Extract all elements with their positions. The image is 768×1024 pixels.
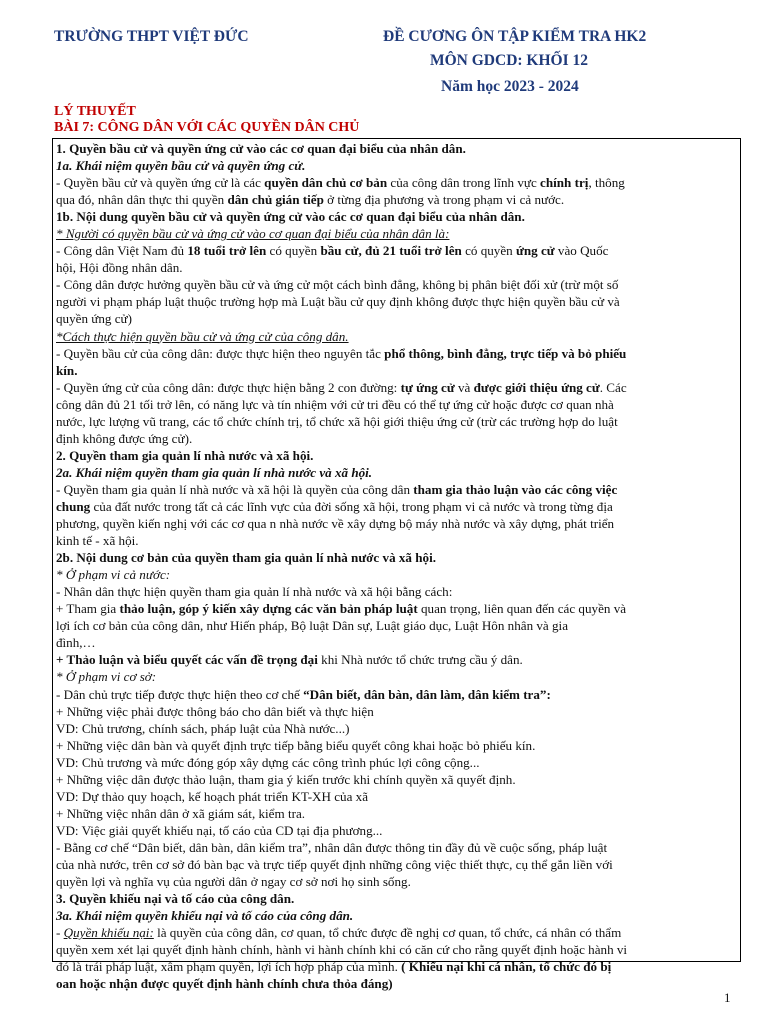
text-run: định không được ứng cử). <box>56 430 193 446</box>
text-run: khi Nhà nước tổ chức trưng cầu ý dân. <box>317 652 523 668</box>
content-lines <box>56 140 737 992</box>
subject-grade: MÔN GDCD: KHỐI 12 <box>430 52 589 69</box>
text-run: đình,… <box>56 635 96 651</box>
text-run: của đất nước trong tất cả các lĩnh vực của đời sống xã hội, trong phạm vi cả nước và trong từng địa <box>90 498 613 514</box>
text-run: - <box>56 925 64 941</box>
text-run: + Những việc nhân dân ở xã giám sát, kiểm tra. <box>56 805 306 821</box>
text-run: người vi phạm pháp luật thuộc trường hợp mà Luật bầu cử quy định không được thực hiện quyền bầu cử và <box>56 294 620 310</box>
text-line <box>56 788 737 805</box>
text-run: - Công dân được hưởng quyền bầu cử và ứng cử một cách bình đẳng, không bị phân biệt đối xử (trừ một số <box>56 277 619 293</box>
text-run: - Nhân dân thực hiện quyền tham gia quản lí nhà nước và xã hội bằng cách: <box>56 584 453 600</box>
text-run: quyền dân chủ cơ bản <box>264 175 388 191</box>
text-line <box>56 805 737 822</box>
text-run: là quyền của công dân, cơ quan, tổ chức được đề nghị cơ quan, tổ chức, cá nhân có thẩm <box>153 925 622 941</box>
text-line <box>56 276 737 293</box>
text-line <box>56 907 737 924</box>
text-line <box>56 208 737 225</box>
text-run: + Những việc phải được thông báo cho dân biết và thực hiện <box>56 703 374 719</box>
text-line <box>56 242 737 259</box>
text-run: đó là trái pháp luật, xâm phạm quyền, lợi ích hợp pháp của mình. <box>56 959 402 975</box>
text-run: nước, lực lượng vũ trang, các tổ chức chính trị, tổ chức xã hội giới thiệu ứng cử (trừ các trường hợp do luật <box>56 413 618 429</box>
text-line <box>56 447 737 464</box>
text-run: VD: Việc giải quyết khiếu nại, tố cáo của CD tại địa phương... <box>56 822 383 838</box>
text-run: + Những việc dân bàn và quyết định trực tiếp bằng biểu quyết công khai hoặc bỏ phiếu kín. <box>56 737 536 753</box>
text-line <box>56 549 737 566</box>
text-line <box>56 737 737 754</box>
page-number: 1 <box>724 990 731 1005</box>
text-run: chính trị <box>540 175 589 191</box>
text-line <box>56 720 737 737</box>
text-run: quyền xem xét lại quyết định hành chính, hành vi hành chính khi có căn cứ cho rằng quyết định hoặc hành vi <box>56 942 628 958</box>
text-line <box>56 259 737 276</box>
text-line <box>56 771 737 788</box>
text-line <box>56 396 737 413</box>
text-run: vào Quốc <box>554 243 609 259</box>
text-line <box>56 686 737 703</box>
text-run: 18 tuổi trở lên <box>187 243 267 259</box>
text-run: - Quyền ứng cử của công dân: được thực hiện bằng 2 con đường: <box>56 379 401 395</box>
text-run: “Dân biết, dân bàn, dân làm, dân kiểm tra”: <box>303 686 551 702</box>
text-run: công dân đủ 21 tối trở lên, có năng lực và tín nhiệm với cử tri đều có thể tự ứng cử hoặc được cơ quan nhà <box>56 396 614 412</box>
text-line <box>56 566 737 583</box>
text-run: tự ứng cử <box>400 379 455 395</box>
text-run: 2b. Nội dung cơ bản của quyền tham gia quản lí nhà nước và xã hội. <box>56 550 436 566</box>
text-run: ứng cử <box>515 243 555 259</box>
text-run: + Những việc dân được thảo luận, tham gia ý kiến trước khi chính quyền xã quyết định. <box>56 771 516 787</box>
text-line <box>56 634 737 651</box>
text-run: - Quyền bầu cử của công dân: được thực hiện theo nguyên tắc <box>56 345 385 361</box>
text-line <box>56 617 737 634</box>
text-run: - Quyền tham gia quản lí nhà nước và xã hội là quyền của công dân <box>56 481 414 497</box>
text-line <box>56 924 737 941</box>
text-line <box>56 481 737 498</box>
text-run: quyền lợi và nghĩa vụ của người dân ở ngay cơ sở nơi họ sinh sống. <box>56 874 411 890</box>
text-run: . Các <box>599 379 627 395</box>
text-run: hội, Hội đồng nhân dân. <box>56 260 183 276</box>
text-line <box>56 430 737 447</box>
text-run: ( Khiếu nại khi cá nhân, tổ chức đó bị <box>401 959 612 975</box>
text-run: 1. Quyền bầu cử và quyền ứng cử vào các cơ quan đại biểu của nhân dân. <box>56 141 466 156</box>
text-line <box>56 532 737 549</box>
text-line <box>56 941 737 958</box>
section-heading-theory: LÝ THUYẾT <box>54 104 136 119</box>
text-run: kinh tế - xã hội. <box>56 533 139 549</box>
text-run: + Tham gia <box>56 601 120 617</box>
text-run: * Ở phạm vi cả nước: <box>56 567 171 583</box>
text-run: 3a. Khái niệm quyền khiếu nại và tố cáo của công dân. <box>56 908 354 924</box>
text-run: - Dân chủ trực tiếp được thực hiện theo cơ chế <box>56 686 304 702</box>
text-run: qua đó, nhân dân thực thi quyền <box>56 192 228 208</box>
text-line <box>56 225 737 242</box>
text-line <box>56 600 737 617</box>
text-run: VD: Dự thảo quy hoạch, kế hoạch phát triển KT-XH của xã <box>56 788 369 804</box>
school-name: TRƯỜNG THPT VIỆT ĐỨC <box>54 28 249 45</box>
text-run: 1b. Nội dung quyền bầu cử và quyền ứng cử vào các cơ quan đại biểu của nhân dân. <box>56 209 525 225</box>
text-run: phổ thông, bình đẳng, trực tiếp và bỏ phiếu <box>384 345 627 361</box>
text-line <box>56 754 737 771</box>
text-line <box>56 157 737 174</box>
school-year: Năm học 2023 - 2024 <box>441 78 579 95</box>
text-run: 3. Quyền khiếu nại và tố cáo của công dân. <box>56 891 295 907</box>
text-run: được giới thiệu ứng cử <box>473 379 600 395</box>
text-line <box>56 873 737 890</box>
text-run: VD: Chủ trương, chính sách, pháp luật của Nhà nước...) <box>56 720 350 736</box>
text-line <box>56 822 737 839</box>
text-line <box>56 191 737 208</box>
text-line <box>56 583 737 600</box>
text-line <box>56 839 737 856</box>
text-line <box>56 975 737 992</box>
text-line <box>56 498 737 515</box>
text-run: dân chủ gián tiếp <box>227 192 324 208</box>
text-run: thảo luận, góp ý kiến xây dựng các văn bản pháp luật <box>119 601 418 617</box>
text-line <box>56 958 737 975</box>
text-run: ở từng địa phương và trong phạm vi cả nước. <box>323 192 565 208</box>
text-line <box>56 328 737 345</box>
text-run: *Cách thực hiện quyền bầu cử và ứng cử của công dân. <box>56 328 349 344</box>
text-run: bầu cử, đủ 21 tuổi trở lên <box>320 243 462 259</box>
text-run: - Bằng cơ chế “Dân biết, dân bàn, dân kiểm tra”, nhân dân được thông tin đầy đủ về cuộc sống, pháp luật <box>56 839 608 855</box>
text-run: - Quyền bầu cử và quyền ứng cử là các <box>56 175 265 191</box>
content-box <box>52 138 741 992</box>
text-line <box>56 310 737 327</box>
text-line <box>56 856 737 873</box>
text-run: chung <box>56 498 91 514</box>
text-line <box>56 464 737 481</box>
text-run: 1a. Khái niệm quyền bầu cử và quyền ứng cử. <box>56 158 306 174</box>
text-line <box>56 140 737 157</box>
text-run: có quyền <box>266 243 321 259</box>
text-line <box>56 413 737 430</box>
text-line <box>56 703 737 720</box>
text-run: kín. <box>56 362 78 378</box>
text-run: của nhà nước, trên cơ sở đó bàn bạc và trực tiếp quyết định những công việc thiết thực, cụ thể gắn liền với <box>56 856 613 872</box>
text-line <box>56 293 737 310</box>
lesson-title: BÀI 7: CÔNG DÂN VỚI CÁC QUYỀN DÂN CHỦ <box>54 120 360 135</box>
text-run: tham gia thảo luận vào các công việc <box>413 481 618 497</box>
text-run: * Người có quyền bầu cử và ứng cử vào cơ quan đại biểu của nhân dân là: <box>56 226 450 242</box>
text-run: Quyền khiếu nại: <box>63 925 154 941</box>
text-run: quan trọng, liên quan đến các quyền và <box>417 601 627 617</box>
text-line <box>56 379 737 396</box>
text-run: VD: Chủ trương và mức đóng góp xây dựng các công trình phúc lợi công cộng... <box>56 754 480 770</box>
text-run: và <box>454 379 474 395</box>
text-line <box>56 345 737 362</box>
document-title: ĐỀ CƯƠNG ÔN TẬP KIỂM TRA HK2 <box>383 28 647 45</box>
text-run: lợi ích cơ bản của công dân, như Hiến pháp, Bộ luật Dân sự, Luật giáo dục, Luật Hôn nhân và gia <box>56 618 569 634</box>
text-line <box>56 890 737 907</box>
text-run: * Ở phạm vi cơ sở: <box>56 669 157 685</box>
text-run: 2. Quyền tham gia quản lí nhà nước và xã hội. <box>56 447 314 463</box>
text-run: + Thảo luận và biểu quyết các vấn đề trọng đại <box>56 652 318 668</box>
text-line <box>56 651 737 668</box>
text-run: có quyền <box>461 243 516 259</box>
text-run: của công dân trong lĩnh vực <box>387 175 541 191</box>
text-run: - Công dân Việt Nam đủ <box>56 243 188 259</box>
text-run: 2a. Khái niệm quyền tham gia quản lí nhà nước và xã hội. <box>56 464 373 480</box>
text-run: oan hoặc nhận được quyết định hành chính chưa thỏa đáng) <box>56 976 393 992</box>
text-run: phương, quyền kiến nghị với các cơ qua n nhà nước về xây dựng bộ máy nhà nước và xây dựng, phát triển <box>56 516 615 532</box>
text-line <box>56 668 737 685</box>
text-line <box>56 515 737 532</box>
text-line <box>56 362 737 379</box>
text-run: quyền ứng cử) <box>56 311 133 327</box>
text-line <box>56 174 737 191</box>
text-run: , thông <box>588 175 625 191</box>
